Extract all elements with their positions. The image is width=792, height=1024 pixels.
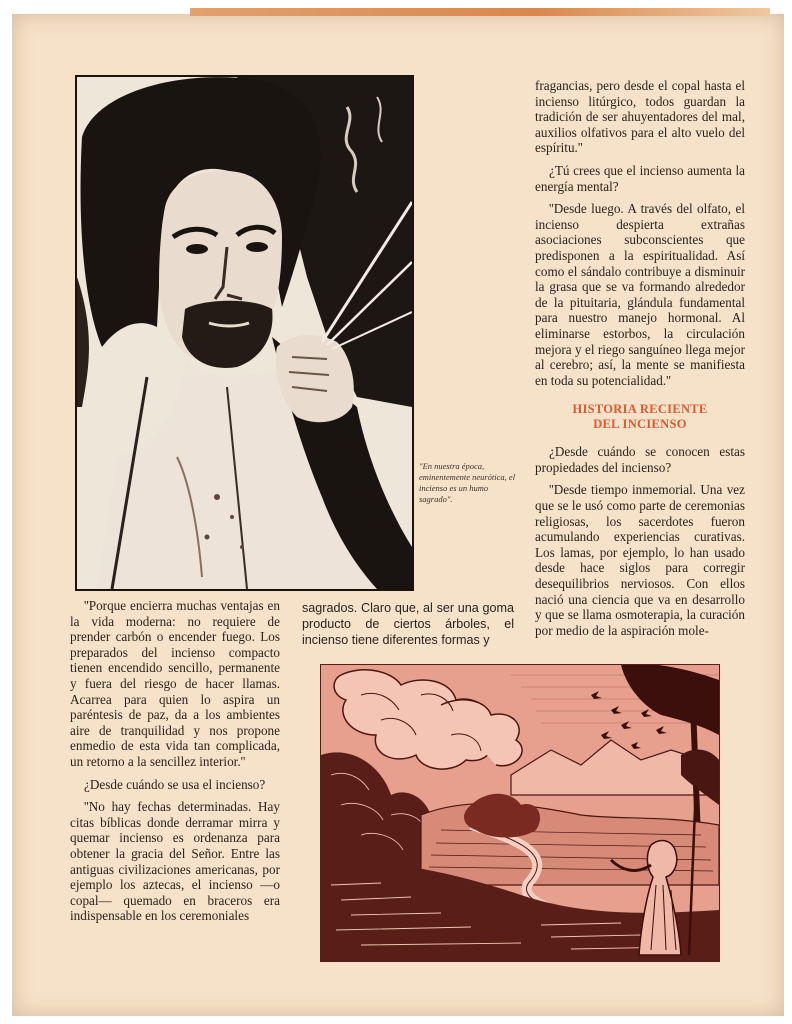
right-text-column <box>535 78 745 645</box>
paragraph: ''Desde tiempo inmemorial. Una vez que se le usó como parte de ceremonias religiosas, los sacerdotes fueron acumulando experiencias curativas. Los lamas, por ejemplo, lo han usado desde hace siglos para corregir desequilibrios nerviosos. Con ellos nació una ciencia que va en desarrollo y que se llama osmoterapia, la curación por medio de la aspiración mole- <box>535 482 745 638</box>
paragraph: ''Porque encierra muchas ventajas en la vida moderna: no requiere de prender carbón o encender fuego. Los preparados del incienso compacto tienen encendido sencillo, permanente y fuera del riesgo de hacer llamas. Acarrea para quien lo aspira un paréntesis de paz, da a los ambientes aire de tranquilidad y nos propone enmedio de esta vida tan complicada, un retorno a la sencillez interior.'' <box>70 598 280 769</box>
portrait-illustration <box>77 77 412 589</box>
woodcut-landscape-drawing <box>321 665 719 961</box>
bottom-left-text-column <box>70 598 280 931</box>
question: ¿Desde cuándo se conocen estas propiedades del incienso? <box>535 444 745 475</box>
portrait-photo <box>75 75 414 591</box>
paragraph: ''Desde luego. A través del olfato, el incienso despierta extrañas asociaciones subconscientes que predisponen a la espiritualidad. Así como el sándalo contribuye a disminuir la grasa que se va formando alrededor de la pituitaria, glándula fundamental para nuestro manejo hormonal. Al eliminarse estorbos, la circulación mejora y el riego sanguíneo llega mejor al cerebro; así, la mente se manifiesta en toda su potencialidad.'' <box>535 201 745 388</box>
section-heading <box>535 402 745 432</box>
woodcut-illustration <box>320 664 720 962</box>
paragraph: fragancias, pero desde el copal hasta el incienso litúrgico, todos guardan la tradición de ser ahuyentadores del mal, auxilios olfativos para el alto vuelo del espíritu.'' <box>535 78 745 156</box>
paragraph: ''No hay fechas determinadas. Hay citas bíblicas donde derramar mirra y quemar incienso es ordenanza para obtener la gracia del Señor. Entre las antiguas civilizaciones americanas, por ejemplo los aztecas, el incienso —o copal— quemado en braceros era indispensable en los ceremoniales <box>70 799 280 924</box>
paragraph: sagrados. Claro que, al ser una goma producto de ciertos árboles, el incienso tiene diferentes formas y <box>302 601 514 647</box>
question: ¿Desde cuándo se usa el incienso? <box>84 776 266 792</box>
photo-caption: "En nuestra época, eminentemente neurótica, el incienso es un humo sagrado". <box>419 461 516 504</box>
heading-line: HISTORIA RECIENTE <box>572 402 708 417</box>
next-page-edge <box>190 8 770 16</box>
question: ¿Tú crees que el incienso aumenta la energía mental? <box>535 162 745 194</box>
bottom-middle-text-column <box>302 601 514 655</box>
heading-line: DEL INCIENSO <box>593 417 687 432</box>
